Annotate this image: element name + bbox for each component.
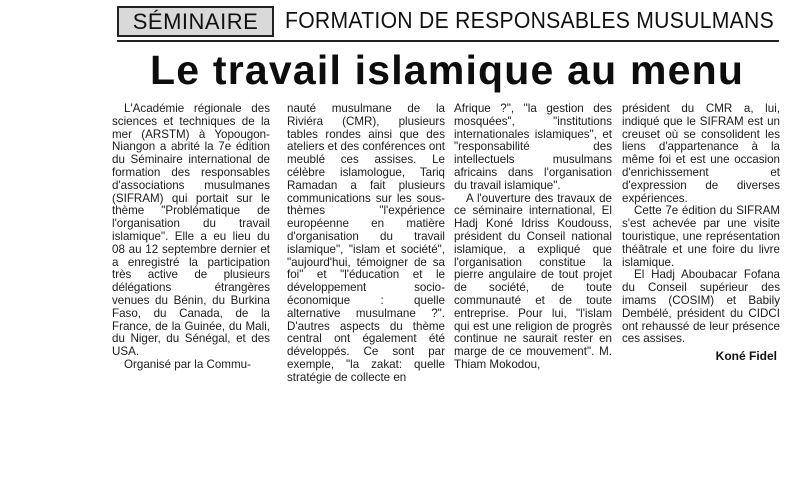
article-column-1 [112,103,270,372]
rubric-bar [117,6,779,38]
kicker-title: FORMATION DE RESPONSABLES MUSULMANS [285,7,774,33]
paragraph: Cette 7e édition du SIFRAM s'est achevée par une visite touristique, une représentation théâtrale et une foire du livre islamique. [622,204,780,269]
section-label-box [117,6,274,37]
article-column-2 [287,103,445,385]
paragraph: Organisé par la Commu- [124,357,251,371]
byline: Koné Fidel [715,349,777,363]
paragraph: Afrique ?", "la gestion des mosquées", "institutions internationales islamiques", et "responsabilité des intellectuels musulmans africains dans l'organisation du travail islamique". [454,102,612,192]
article-column-3 [454,103,612,372]
paragraph: nauté musulmane de la Riviéra (CMR), plusieurs tables rondes ainsi que des ateliers et des conférences ont meublé ces assises. Le célèbre islamologue, Tariq Ramadan a fait plusieurs communications sur les sous-thèmes "l'expérience européenne en matière d'organisation du travail islamique", "islam et société", "aujourd'hui, témoigner de sa foi" et "l'éducation et le développement socio-économique : quelle alternative musulmane ?". D'autres aspects du thème central ont également été développés. Ce sont par exemple, "la zakat: quelle stratégie de collecte en [287,102,445,384]
article-column-4 [622,103,780,346]
rubric-underline [117,40,779,42]
paragraph: A l'ouverture des travaux de ce séminaire international, El Hadj Koné Idriss Koudouss, président du Conseil national islamique, a expliqué que l'organisation constitue la pierre angulaire de tout projet de société, de toute communauté et de toute entreprise. Pour lui, "l'islam qui est une religion de progrès continue ne saurait rester en marge de ce mouvement". M. Thiam Mokodou, [454,191,612,371]
section-label: SÉMINAIRE [132,8,259,34]
headline: Le travail islamique au menu [150,47,745,93]
paragraph: L'Académie régionale des sciences et techniques de la mer (ARSTM) à Yopougon-Niangon a abrité la 7e édition du Séminaire international de formation des responsables d'associations musulmanes (SIFRAM) qui portait sur le thème "Problématique de l'organisation du travail islamique". Elle a eu lieu du 08 au 12 septembre dernier et a enregistré la participation très active de plusieurs délégations étrangères venues du Bénin, du Burkina Faso, du Canada, de la France, de la Guinée, du Mali, du Niger, du Sénégal, et des USA. [112,102,270,359]
paragraph: président du CMR a, lui, indiqué que le SIFRAM est un creuset où se consolident les liens d'appartenance à la même foi et est une occasion d'enrichissement et d'expression de diverses expériences. [622,102,780,205]
paragraph: El Hadj Aboubacar Fofana du Conseil supérieur des imams (COSIM) et Babily Dembélé, président du CIDCI ont rehaussé de leur présence ces assises. [622,268,780,346]
